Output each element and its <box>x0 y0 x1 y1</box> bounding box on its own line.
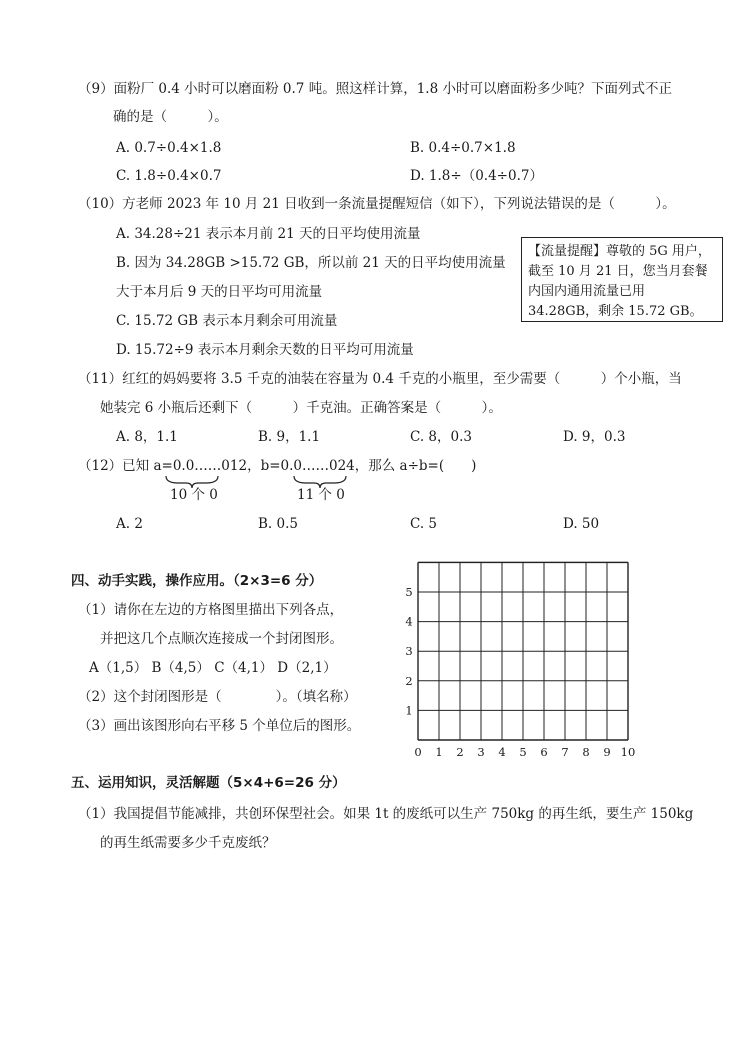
q12-option-d: D. 50 <box>563 516 600 532</box>
x-tick-label: 6 <box>540 745 548 759</box>
x-tick-label: 4 <box>498 745 506 759</box>
y-tick-label: 1 <box>405 703 413 718</box>
x-tick-label: 9 <box>603 745 611 759</box>
q12-option-c: C. 5 <box>410 516 438 532</box>
section4-p2: （2）这个封闭图形是（ ）。（填名称） <box>78 689 357 705</box>
q9-option-a: A. 0.7÷0.4×1.8 <box>116 140 222 156</box>
section4-p1-line1: （1）请你在左边的方格图里描出下列各点， <box>78 602 344 618</box>
q12-option-b: B. 0.5 <box>258 516 298 532</box>
q9-option-c: C. 1.8÷0.4×0.7 <box>116 168 222 184</box>
q11-option-a: A. 8，1.1 <box>116 429 178 445</box>
q9-stem-line1: （9）面粉厂 0.4 小时可以磨面粉 0.7 吨。照这样计算，1.8 小时可以磨面粉多少吨？下面列式不正 <box>78 81 672 97</box>
q10-option-d: D. 15.72÷9 表示本月剩余天数的日平均可用流量 <box>116 342 414 358</box>
x-tick-label: 8 <box>582 745 590 759</box>
q11-stem-line1: （11）红红的妈妈要将 3.5 千克的油装在容量为 0.4 千克的小瓶里，至少需要（ ）个小瓶，当 <box>78 371 682 387</box>
q12-stem: （12）已知 a=0.0……012，b=0.0……024，那么 a÷b=( ) <box>78 458 477 474</box>
x-tick-label: 0 <box>414 745 422 759</box>
x-tick-label: 7 <box>561 745 569 759</box>
section5-p1-line1: （1）我国提倡节能减排，共创环保型社会。如果 1t 的废纸可以生产 750kg 的再生纸，要生产 150kg <box>78 806 694 822</box>
section4-title: 四、动手实践，操作应用。（2×3=6 分） <box>71 573 323 589</box>
x-tick-label: 1 <box>435 745 443 759</box>
y-tick-label: 2 <box>405 673 413 688</box>
x-tick-label: 3 <box>477 745 485 759</box>
q9-option-d: D. 1.8÷（0.4÷0.7） <box>410 168 543 184</box>
y-tick-label: 3 <box>405 644 413 659</box>
traffic-notice-box <box>521 237 723 322</box>
y-tick-label: 5 <box>405 585 413 599</box>
section4-p3: （3）画出该图形向右平移 5 个单位后的图形。 <box>78 718 361 734</box>
brace-b-label: 11 个 0 <box>297 487 345 503</box>
brace-a-label: 10 个 0 <box>170 487 218 503</box>
section4-p1-line2: 并把这几个点顺次连接成一个封闭图形。 <box>100 631 343 647</box>
q11-option-d: D. 9，0.3 <box>563 429 626 445</box>
q11-stem-line2: 她装完 6 小瓶后还剩下（ ）千克油。正确答案是（ ）。 <box>100 400 502 416</box>
y-tick-label: 4 <box>405 614 413 629</box>
q11-option-c: C. 8，0.3 <box>410 429 472 445</box>
q10-option-c: C. 15.72 GB 表示本月剩余可用流量 <box>116 313 338 329</box>
q9-stem-line2: 确的是（ ）。 <box>113 109 228 125</box>
coordinate-grid[interactable] <box>398 560 643 760</box>
section5-title: 五、运用知识，灵活解题（5×4+6=26 分） <box>71 775 346 791</box>
q10-option-a: A. 34.28÷21 表示本月前 21 天的日平均使用流量 <box>116 226 421 242</box>
x-tick-label: 5 <box>519 745 527 759</box>
q10-stem: （10）方老师 2023 年 10 月 21 日收到一条流量提醒短信（如下），下列说法错误的是（ ）。 <box>78 196 676 212</box>
section5-p1-line2: 的再生纸需要多少千克废纸？ <box>100 835 276 851</box>
traffic-notice-text: 【流量提醒】尊敬的 5G 用户，截至 10 月 21 日，您当月套餐内国内通用流量已用 34.28GB，剩余 15.72 GB。 <box>528 244 711 319</box>
x-tick-label: 10 <box>620 745 636 759</box>
section4-points: A（1,5） B（4,5） C（4,1） D（2,1） <box>89 660 337 676</box>
q10-option-b-line1: B. 因为 34.28GB >15.72 GB，所以前 21 天的日平均使用流量 <box>116 255 506 271</box>
q10-option-b-line2: 大于本月后 9 天的日平均可用流量 <box>116 284 323 300</box>
grid-svg <box>398 560 643 760</box>
q9-option-b: B. 0.4÷0.7×1.8 <box>410 140 516 156</box>
q12-option-a: A. 2 <box>116 516 143 532</box>
x-tick-label: 2 <box>456 745 464 759</box>
q11-option-b: B. 9，1.1 <box>258 429 321 445</box>
